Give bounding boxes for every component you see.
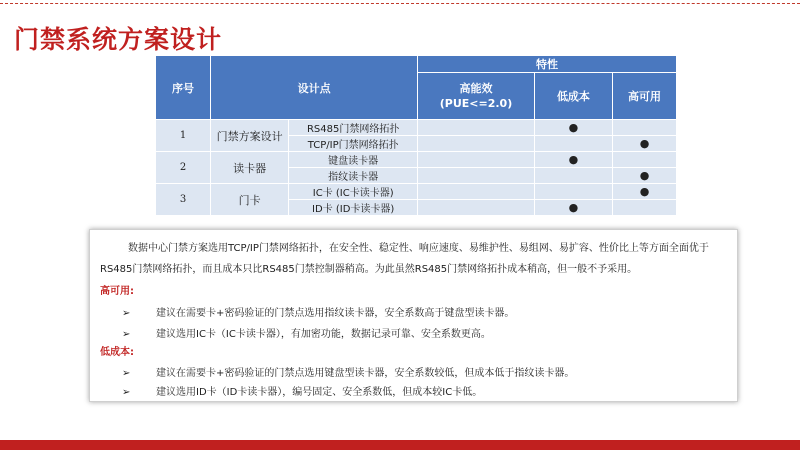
list-item-text: 建议在需要卡+密码验证的门禁点选用键盘型读卡器，安全系数较低，但成本低于指纹读卡器。 xyxy=(156,368,575,379)
list-item xyxy=(122,383,482,398)
row-design-point: 门卡 xyxy=(211,184,289,216)
intro-paragraph: 数据中心门禁方案选用TCP/IP门禁网络拓扑，在安全性、稳定性、响应速度、易维护性、易组网、易扩容、性价比上等方面全面优于RS485门禁网络拓扑，而且成本只比RS485门禁控制器稍高。为此虽然RS485门禁网络拓扑成本稍高，但一般不予采用。 xyxy=(100,243,709,275)
page-title: 门禁系统方案设计 xyxy=(14,25,223,54)
design-points-table xyxy=(155,55,677,216)
arrow-bullet-icon: ➢ xyxy=(122,329,131,340)
efficiency-mark xyxy=(418,120,535,136)
notes-panel xyxy=(89,229,738,402)
header-index: 序号 xyxy=(156,56,211,120)
row-item-name: 键盘读卡器 xyxy=(289,152,418,168)
row-index: 2 xyxy=(156,152,211,184)
efficiency-mark xyxy=(418,200,535,216)
row-item-name: TCP/IP门禁网络拓扑 xyxy=(289,136,418,152)
arrow-bullet-icon: ➢ xyxy=(122,308,131,319)
low-cost-mark xyxy=(534,184,612,200)
high-availability-heading: 高可用: xyxy=(100,286,134,297)
low-cost-heading: 低成本: xyxy=(100,347,134,358)
header-features: 特性 xyxy=(418,56,677,73)
row-index: 3 xyxy=(156,184,211,216)
row-item-name: 指纹读卡器 xyxy=(289,168,418,184)
list-item xyxy=(122,364,574,379)
row-item-name: ID卡 (ID卡读卡器) xyxy=(289,200,418,216)
header-design-point: 设计点 xyxy=(211,56,418,120)
efficiency-mark xyxy=(418,184,535,200)
list-item xyxy=(122,304,514,319)
list-item-text: 建议选用IC卡（IC卡读卡器），有加密功能，数据记录可靠、安全系数更高。 xyxy=(156,329,491,340)
top-dashed-rule xyxy=(0,3,800,4)
row-item-name: RS485门禁网络拓扑 xyxy=(289,120,418,136)
header-low-cost: 低成本 xyxy=(534,73,612,120)
high-availability-mark: ● xyxy=(613,168,677,184)
efficiency-mark xyxy=(418,168,535,184)
row-item-name: IC卡 (IC卡读卡器) xyxy=(289,184,418,200)
row-index: 1 xyxy=(156,120,211,152)
low-cost-mark: ● xyxy=(534,200,612,216)
header-efficiency xyxy=(418,73,535,120)
arrow-bullet-icon: ➢ xyxy=(122,387,131,398)
table-row xyxy=(156,184,677,200)
low-cost-mark: ● xyxy=(534,152,612,168)
low-cost-mark: ● xyxy=(534,120,612,136)
low-cost-mark xyxy=(534,136,612,152)
efficiency-mark xyxy=(418,136,535,152)
table-row xyxy=(156,120,677,136)
arrow-bullet-icon: ➢ xyxy=(122,368,131,379)
list-item-text: 建议选用ID卡（ID卡读卡器），编号固定、安全系数低，但成本较IC卡低。 xyxy=(156,387,483,398)
efficiency-mark xyxy=(418,152,535,168)
header-efficiency-line1: 高能效 xyxy=(459,82,493,95)
high-availability-mark: ● xyxy=(613,136,677,152)
table-row xyxy=(156,152,677,168)
high-availability-mark xyxy=(613,152,677,168)
low-cost-mark xyxy=(534,168,612,184)
list-item xyxy=(122,325,491,340)
row-design-point: 读卡器 xyxy=(211,152,289,184)
header-efficiency-line2: (PUE<=2.0) xyxy=(439,97,513,110)
high-availability-mark: ● xyxy=(613,184,677,200)
high-availability-mark xyxy=(613,200,677,216)
bottom-accent-bar xyxy=(0,440,800,450)
header-high-availability: 高可用 xyxy=(613,73,677,120)
row-design-point: 门禁方案设计 xyxy=(211,120,289,152)
high-availability-mark xyxy=(613,120,677,136)
list-item-text: 建议在需要卡+密码验证的门禁点选用指纹读卡器，安全系数高于键盘型读卡器。 xyxy=(156,308,515,319)
